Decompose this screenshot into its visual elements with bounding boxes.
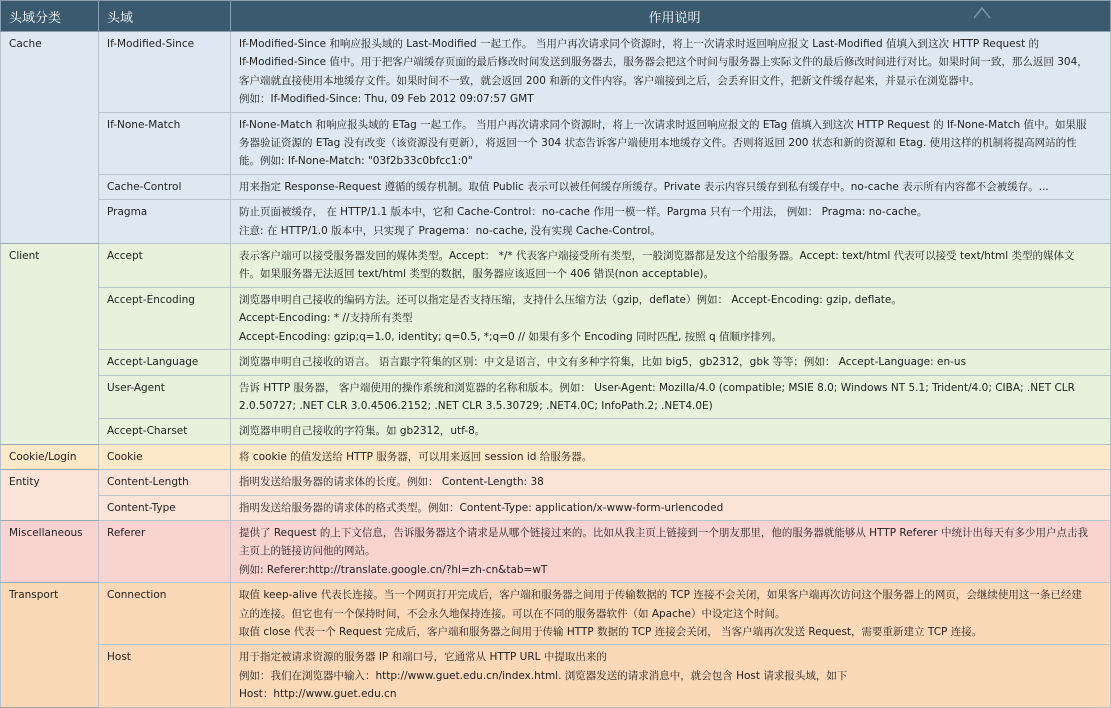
table-row [1, 174, 1111, 199]
header-field-description [231, 470, 1111, 495]
header-field-description [231, 419, 1111, 444]
header-field-description [231, 444, 1111, 469]
watermark-icon [973, 6, 991, 20]
description-line: Host：http://www.guet.edu.cn [239, 688, 397, 701]
category-cell-misc: Miscellaneous [1, 520, 99, 582]
header-field-name: Pragma [99, 200, 231, 244]
header-field-name: Accept [99, 244, 231, 288]
header-field-name: Accept-Language [99, 350, 231, 375]
description-line: If-Modified-Since 和响应报头域的 Last-Modified 一起工作。 当用户再次请求同个资源时，将上一次请求时返回响应报文 Last-Modified 值填入到这次 HTTP Request 的 [239, 38, 1040, 50]
description-line: 主页上的链接访问他的网站。 [239, 545, 376, 558]
description-line: 务器验证资源的 ETag 没有改变（该资源没有更新），将返回一个 304 状态告诉客户端使用本地缓存文件。否则将返回 200 状态和新的资源和 Etag. 使用这样的机制将提高网站的性 [239, 137, 1077, 150]
table-header-row [1, 1, 1111, 32]
description-line: 注意: 在 HTTP/1.0 版本中，只实现了 Pragema：no-cache, 没有实现 Cache-Control。 [239, 224, 661, 237]
description-line: 2.0.50727; .NET CLR 3.0.4506.2152; .NET CLR 3.5.30729; .NET4.0C; InfoPath.2; .NET4.0E) [239, 399, 713, 412]
header-field-name: Referer [99, 520, 231, 582]
header-field-description [231, 375, 1111, 419]
description-line: 浏览器申明自己接收的语言。 语言跟字符集的区别：中文是语言，中文有多种字符集，比如 big5，gb2312，gbk 等等；例如： Accept-Language: en-us [239, 356, 967, 369]
description-line: 将 cookie 的值发送给 HTTP 服务器，可以用来返回 session id 给服务器。 [239, 450, 593, 463]
header-field-description [231, 244, 1111, 288]
description-line: 指明发送给服务器的请求体的格式类型。例如：Content-Type: application/x-www-form-urlencoded [239, 501, 724, 514]
header-field-description [231, 350, 1111, 375]
table-row [1, 350, 1111, 375]
header-field-description [231, 287, 1111, 349]
header-field-name: If-None-Match [99, 112, 231, 174]
table-row [1, 375, 1111, 419]
header-field-description [231, 200, 1111, 244]
category-cell-client: Client [1, 244, 99, 445]
header-field-name: Host [99, 645, 231, 707]
table-row [1, 583, 1111, 645]
category-cell-cookie: Cookie/Login [1, 444, 99, 469]
header-field-description [231, 495, 1111, 520]
table-row [1, 32, 1111, 113]
description-line: 表示客户端可以接受服务器发回的媒体类型。Accept： */* 代表客户端接受所有类型，一般浏览器都是发这个给服务器。Accept: text/html 代表可以接受 text/html 类型的媒体文 [239, 250, 1075, 263]
description-line: 提供了 Request 的上下文信息，告诉服务器这个请求是从哪个链接过来的。比如从我主页上链接到一个朋友那里，他的服务器就能够从 HTTP Referer 中统计出每天有多少用户点击我 [239, 526, 1089, 539]
description-line: 浏览器申明自己接收的字符集。如 gb2312，utf-8。 [239, 425, 486, 438]
description-line: 浏览器申明自己接收的编码方法。还可以指定是否支持压缩，支持什么压缩方法（gzip，deflate）例如： Accept-Encoding: gzip, deflate。 [239, 293, 902, 306]
table-body [1, 32, 1111, 708]
header-field-name: If-Modified-Since [99, 32, 231, 113]
description-line: 件。如果服务器无法返回 text/html 类型的数据，服务器应该返回一个 406 错误(non acceptable)。 [239, 268, 715, 281]
description-line: 用于指定被请求资源的服务器 IP 和端口号，它通常从 HTTP URL 中提取出来的 [239, 651, 607, 664]
category-cell-cache: Cache [1, 32, 99, 244]
header-field-name: User-Agent [99, 375, 231, 419]
header-field-name: Content-Length [99, 470, 231, 495]
table-row [1, 244, 1111, 288]
description-line: If-None-Match 和响应报头域的 ETag 一起工作。 当用户再次请求同个资源时，将上一次请求时返回响应报文的 ETag 值填入到这次 HTTP Request 的 If-None-Match 值中。如果服 [239, 118, 1087, 131]
description-line: 立的连接。但它也有一个保持时间，不会永久地保持连接。可以在不同的服务器软件（如 Apache）中设定这个时间。 [239, 607, 786, 620]
header-field-name: Connection [99, 583, 231, 645]
description-line: 告诉 HTTP 服务器， 客户端使用的操作系统和浏览器的名称和版本。例如： User-Agent: Mozilla/4.0 (compatible; MSIE 8.0; Windows NT 5.1; Trident/4.0; CIBA; .NET CLR [239, 381, 1075, 394]
description-line: 例如：我们在浏览器中输入：http://www.guet.edu.cn/index.html. 浏览器发送的请求消息中，就会包含 Host 请求报头域，如下 [239, 669, 848, 682]
header-field-name: Cache-Control [99, 174, 231, 199]
header-field-name: Content-Type [99, 495, 231, 520]
table-row [1, 112, 1111, 174]
header-field-description [231, 32, 1111, 113]
col-header-field: 头域 [99, 1, 231, 32]
col-header-description: 作用说明 [231, 1, 1111, 32]
description-line: 例如：If-Modified-Since: Thu, 09 Feb 2012 09:07:57 GMT [239, 93, 534, 106]
table-row [1, 645, 1111, 707]
description-line: 取值 keep-alive 代表长连接。当一个网页打开完成后，客户端和服务器之间用于传输数据的 TCP 连接不会关闭，如果客户端再次访问这个服务器上的网页，会继续使用这一条已经建 [239, 589, 1082, 602]
header-field-name: Accept-Encoding [99, 287, 231, 349]
header-field-description [231, 583, 1111, 645]
description-line: Accept-Encoding: * //支持所有类型 [239, 312, 413, 325]
description-line: 指明发送给服务器的请求体的长度。例如： Content-Length: 38 [239, 476, 544, 489]
header-field-description [231, 645, 1111, 707]
header-field-name: Accept-Charset [99, 419, 231, 444]
table-row [1, 444, 1111, 469]
header-field-description [231, 112, 1111, 174]
table-row [1, 200, 1111, 244]
header-field-description [231, 520, 1111, 582]
category-cell-entity: Entity [1, 470, 99, 521]
description-line: 客户端就直接使用本地缓存文件。如果时间不一致，就会返回 200 和新的文件内容。客户端接到之后，会丢弃旧文件，把新文件缓存起来，并显示在浏览器中。 [239, 74, 980, 87]
description-line: 能。例如: If-None-Match: "03f2b33c0bfcc1:0" [239, 155, 473, 168]
table-row [1, 287, 1111, 349]
header-field-description [231, 174, 1111, 199]
description-line: 防止页面被缓存， 在 HTTP/1.1 版本中，它和 Cache-Control：no-cache 作用一模一样。Pargma 只有一个用法， 例如： Pragma: no-cache。 [239, 206, 928, 219]
table-row [1, 520, 1111, 582]
description-line: 取值 close 代表一个 Request 完成后，客户端和服务器之间用于传输 HTTP 数据的 TCP 连接会关闭， 当客户端再次发送 Request，需要重新建立 TCP 连接。 [239, 625, 983, 638]
table-row [1, 470, 1111, 495]
table-row [1, 495, 1111, 520]
description-line: If-Modified-Since 值中。用于把客户端缓存页面的最后修改时间发送到服务器去，服务器会把这个时间与服务器上实际文件的最后修改时间进行对比。如果时间一致，那么返回 304， [239, 56, 1088, 69]
category-cell-transport: Transport [1, 583, 99, 707]
col-header-category: 头域分类 [1, 1, 99, 32]
table-row [1, 419, 1111, 444]
description-line: Accept-Encoding: gzip;q=1.0, identity; q=0.5, *;q=0 // 如果有多个 Encoding 同时匹配, 按照 q 值顺序排列。 [239, 330, 783, 343]
description-line: 例如: Referer:http://translate.google.cn/?hl=zh-cn&tab=wT [239, 563, 548, 576]
description-line: 用来指定 Response-Request 遵循的缓存机制。取值 Public 表示可以被任何缓存所缓存。Private 表示内容只缓存到私有缓存中。no-cache 表示所有内容都不会被缓存。... [239, 180, 1049, 193]
header-field-name: Cookie [99, 444, 231, 469]
